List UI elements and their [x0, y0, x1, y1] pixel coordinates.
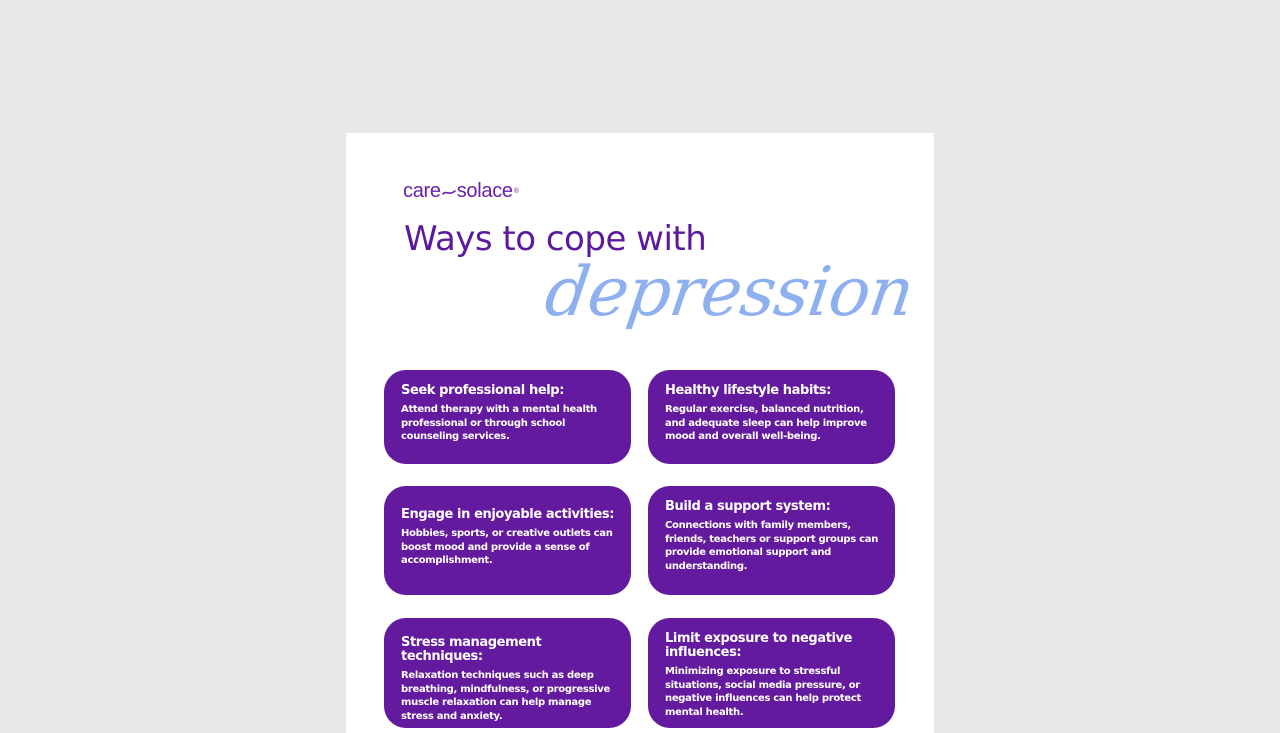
- card-title: Build a support system:: [665, 499, 831, 514]
- card-body: Minimizing exposure to stressful situations, social media pressure, or negative influences can help protect mental health.: [665, 666, 861, 718]
- card-body: Hobbies, sports, or creative outlets can boost mood and provide a sense of accomplishment.: [401, 528, 613, 566]
- logo-registered-mark: ®: [513, 188, 519, 195]
- heading-script-word: depression: [540, 253, 918, 332]
- heading-title: Ways to cope with: [404, 219, 707, 259]
- card-title: Seek professional help:: [401, 383, 564, 398]
- logo-text-solace: solace: [456, 180, 513, 202]
- logo-text-care: care: [403, 180, 441, 202]
- card-stress-management-techniques: [384, 618, 631, 728]
- card-limit-negative-influences: [648, 618, 895, 728]
- card-body: Attend therapy with a mental health professional or through school counseling services.: [401, 404, 597, 442]
- card-body: Relaxation techniques such as deep breathing, mindfulness, or progressive muscle relaxation can help manage stress and anxiety.: [401, 670, 610, 722]
- card-seek-professional-help: [384, 370, 631, 464]
- document-page: [346, 133, 934, 733]
- card-title: Healthy lifestyle habits:: [665, 383, 831, 398]
- card-engage-enjoyable-activities: [384, 486, 631, 595]
- care-solace-logo: [403, 180, 519, 203]
- card-title: Limit exposure to negative influences:: [665, 631, 853, 660]
- card-build-support-system: [648, 486, 895, 595]
- card-body: Regular exercise, balanced nutrition, and adequate sleep can help improve mood and overall well-being.: [665, 404, 867, 442]
- card-body: Connections with family members, friends, teachers or support groups can provide emotional support and understanding.: [665, 520, 879, 572]
- logo-swoosh-icon: [442, 187, 456, 197]
- card-healthy-lifestyle-habits: [648, 370, 895, 464]
- card-title: Stress management techniques:: [401, 635, 542, 664]
- card-title: Engage in enjoyable activities:: [401, 507, 615, 522]
